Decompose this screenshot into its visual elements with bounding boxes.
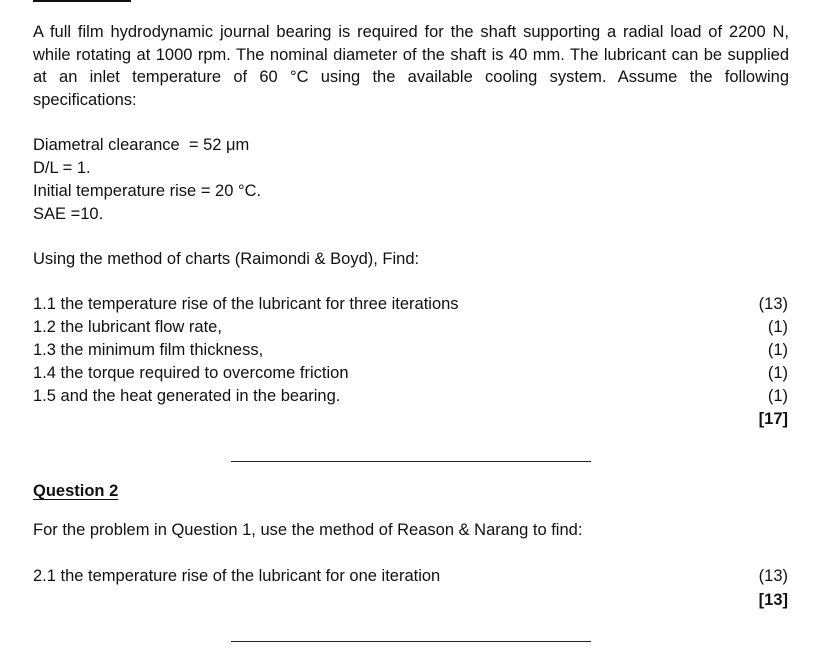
separator-line-bottom xyxy=(231,641,591,642)
q1-item-1-4: 1.4 the torque required to overcome friction xyxy=(33,364,349,382)
question-2-heading: Question 2 xyxy=(33,482,119,500)
q1-item-1-3: 1.3 the minimum film thickness, xyxy=(33,341,264,359)
spec-initial-temperature-rise: Initial temperature rise = 20 °C. xyxy=(33,182,262,200)
q1-total-marks: [17] xyxy=(758,410,788,428)
q1-item-1-3-marks: (1) xyxy=(767,341,788,359)
q2-item-2-1: 2.1 the temperature rise of the lubricant for one iteration xyxy=(33,567,441,585)
spec-d-over-l: D/L = 1. xyxy=(33,159,91,177)
separator-line xyxy=(231,461,591,462)
spec-sae-grade: SAE =10. xyxy=(33,205,104,223)
q1-item-1-4-marks: (1) xyxy=(767,364,788,382)
q2-item-2-1-marks: (13) xyxy=(758,567,788,585)
problem-statement: A full film hydrodynamic journal bearing is required for the shaft supporting a radial load of 2200 N, while rotating at 1000 rpm. The nominal diameter of the shaft is 40 mm. The lubricant can be supplied at an inlet temperature of 60 °C using the available cooling system. Assume the following specifications: xyxy=(33,23,789,109)
q1-item-1-5: 1.5 and the heat generated in the bearing. xyxy=(33,387,341,405)
q2-total-marks: [13] xyxy=(758,591,788,609)
q1-item-1-1: 1.1 the temperature rise of the lubricant for three iterations xyxy=(33,295,459,313)
top-rule xyxy=(33,0,131,2)
spec-diametral-clearance: Diametral clearance = 52 μm xyxy=(33,136,250,154)
q1-item-1-5-marks: (1) xyxy=(767,387,788,405)
q1-method-instruction: Using the method of charts (Raimondi & Boyd), Find: xyxy=(33,250,420,268)
q1-item-1-1-marks: (13) xyxy=(758,295,788,313)
q1-item-1-2: 1.2 the lubricant flow rate, xyxy=(33,318,222,336)
q1-item-1-2-marks: (1) xyxy=(767,318,788,336)
q2-method-instruction: For the problem in Question 1, use the method of Reason & Narang to find: xyxy=(33,521,583,539)
